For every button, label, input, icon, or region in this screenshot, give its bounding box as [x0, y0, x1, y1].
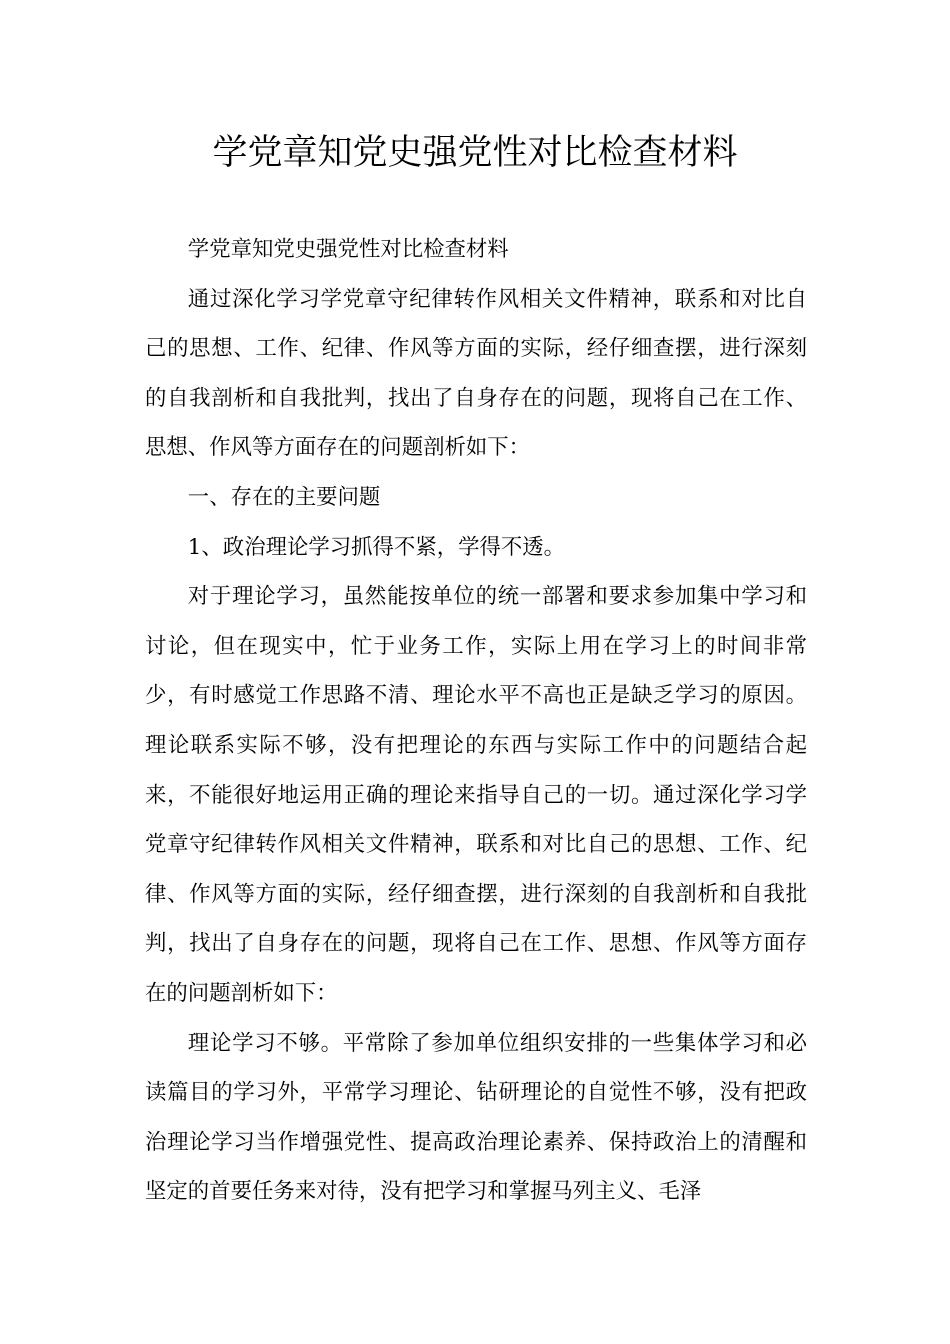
document-body: [145, 225, 807, 1217]
paragraph-intro: 通过深化学习学党章守纪律转作风相关文件精神，联系和对比自己的思想、工作、纪律、作风等方面的实际，经仔细查摆，进行深刻的自我剖析和自我批判，找出了自身存在的问题，现将自己在工作、思想、作风等方面存在的问题剖析如下：: [145, 286, 807, 461]
subsection-heading: 1、政治理论学习抓得不紧，学得不透。: [187, 534, 566, 560]
section-heading: 一、存在的主要问题: [187, 484, 381, 510]
paragraph-subtitle: 学党章知党史强党性对比检查材料: [187, 237, 509, 262]
paragraph: 理论学习不够。平常除了参加单位组织安排的一些集体学习和必读篇目的学习外，平常学习理论、钻研理论的自觉性不够，没有把政治理论学习当作增强党性、提高政治理论素养、保持政治上的清醒和坚定的首要任务来对待，没有把学习和掌握马列主义、毛泽: [145, 1030, 807, 1205]
paragraph: 对于理论学习，虽然能按单位的统一部署和要求参加集中学习和讨论，但在现实中，忙于业务工作，实际上用在学习上的时间非常少，有时感觉工作思路不清、理论水平不高也正是缺乏学习的原因。理论联系实际不够，没有把理论的东西与实际工作中的问题结合起来，不能很好地运用正确的理论来指导自己的一切。通过深化学习学党章守纪律转作风相关文件精神，联系和对比自己的思想、工作、纪律、作风等方面的实际，经仔细查摆，进行深刻的自我剖析和自我批判，找出了自身存在的问题，现将自己在工作、思想、作风等方面存在的问题剖析如下：: [145, 584, 807, 1006]
document-title: 学党章知党史强党性对比检查材料: [212, 133, 738, 173]
